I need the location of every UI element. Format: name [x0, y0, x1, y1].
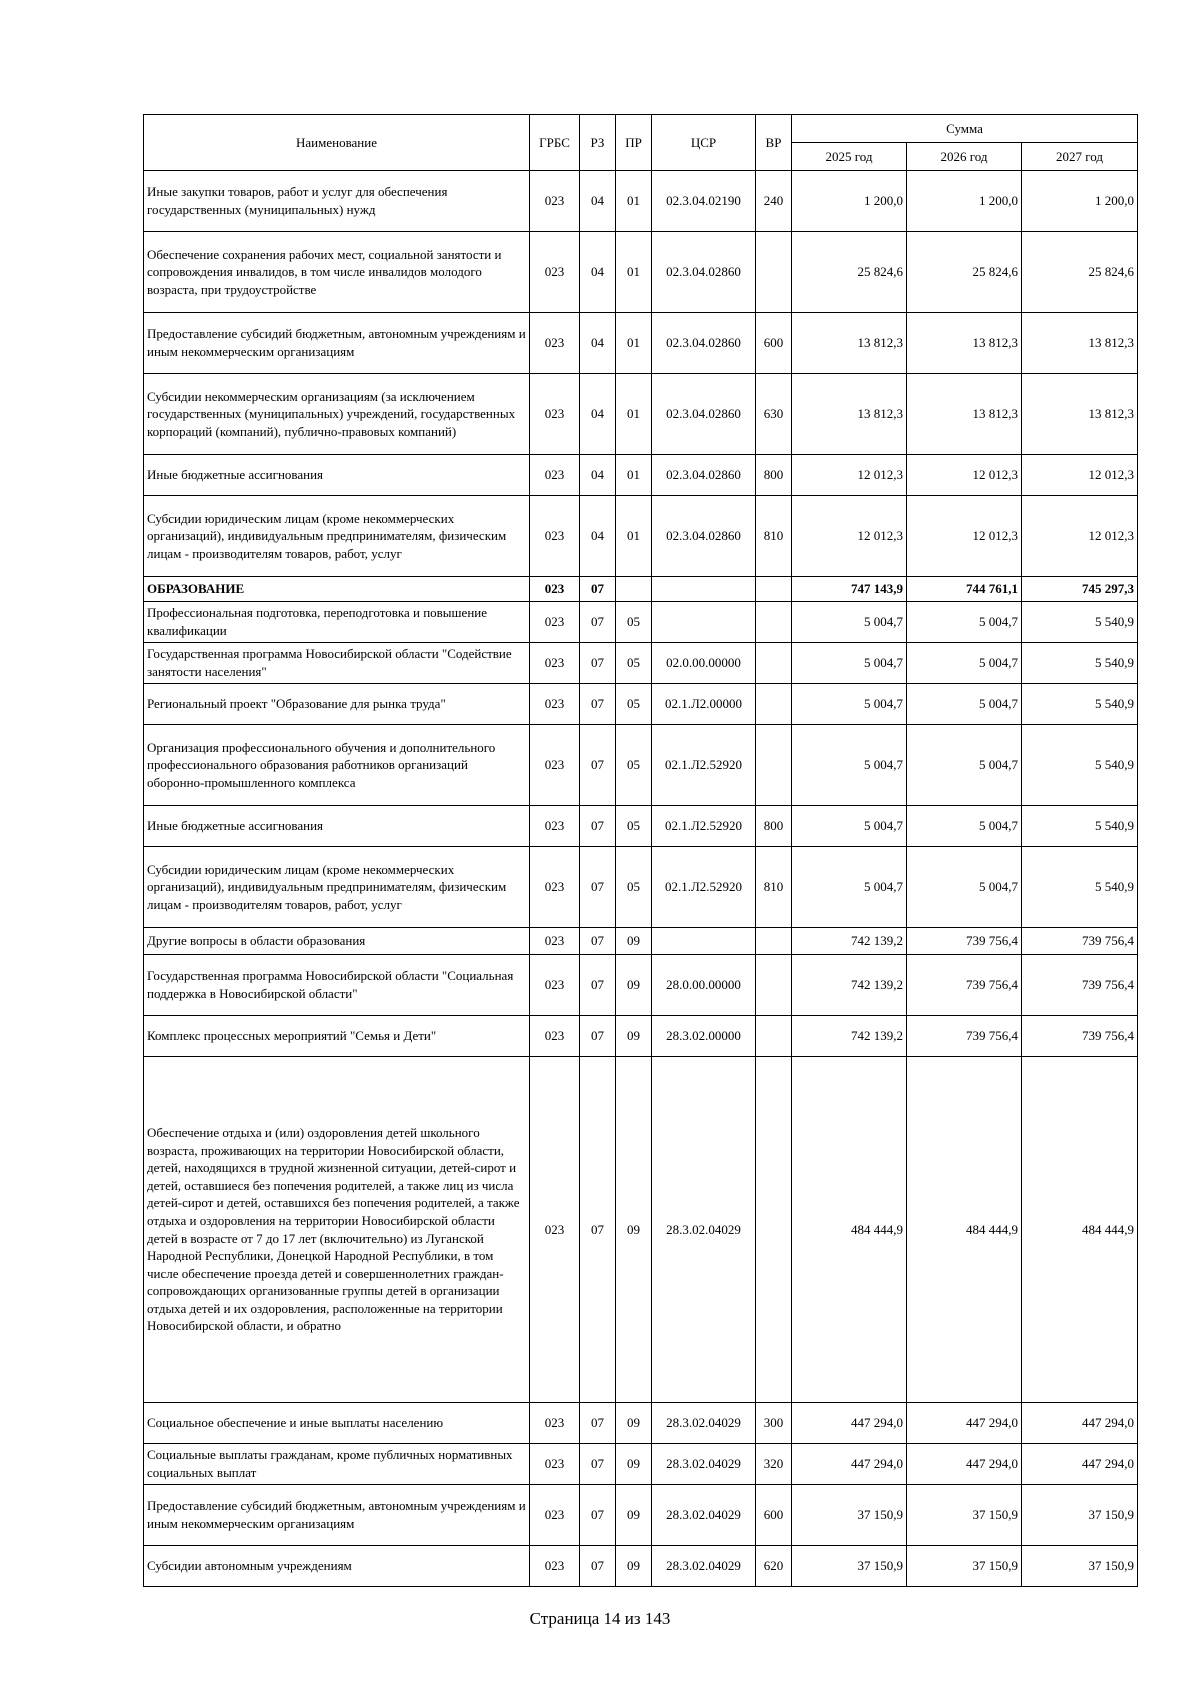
cell-csr: 02.0.00.00000	[652, 643, 756, 684]
cell-y2025: 12 012,3	[792, 496, 907, 577]
cell-y2025: 742 139,2	[792, 955, 907, 1016]
cell-rz: 04	[580, 374, 616, 455]
cell-y2027: 5 540,9	[1022, 602, 1138, 643]
cell-name: Иные бюджетные ассигнования	[144, 455, 530, 496]
cell-rz: 07	[580, 577, 616, 602]
cell-csr: 02.3.04.02860	[652, 455, 756, 496]
cell-rz: 07	[580, 1444, 616, 1485]
cell-csr: 28.3.02.04029	[652, 1403, 756, 1444]
cell-y2026: 12 012,3	[907, 455, 1022, 496]
cell-name: Субсидии юридическим лицам (кроме некоммерческих организаций), индивидуальным предпринимателям, физическим лицам - производителям товаров, работ, услуг	[144, 496, 530, 577]
cell-y2027: 484 444,9	[1022, 1057, 1138, 1403]
cell-name: Иные закупки товаров, работ и услуг для обеспечения государственных (муниципальных) нужд	[144, 171, 530, 232]
cell-y2025: 5 004,7	[792, 684, 907, 725]
cell-vr: 600	[756, 313, 792, 374]
cell-name: Комплекс процессных мероприятий "Семья и Дети"	[144, 1016, 530, 1057]
cell-pr: 05	[616, 684, 652, 725]
table-row	[144, 374, 1138, 455]
cell-rz: 04	[580, 232, 616, 313]
cell-csr: 28.3.02.04029	[652, 1057, 756, 1403]
header-2027: 2027 год	[1022, 143, 1138, 171]
table-row	[144, 1546, 1138, 1587]
cell-pr: 05	[616, 643, 652, 684]
cell-y2025: 447 294,0	[792, 1403, 907, 1444]
cell-grbs: 023	[530, 643, 580, 684]
cell-y2026: 37 150,9	[907, 1485, 1022, 1546]
header-2025: 2025 год	[792, 143, 907, 171]
cell-y2027: 5 540,9	[1022, 725, 1138, 806]
cell-grbs: 023	[530, 1546, 580, 1587]
cell-rz: 07	[580, 602, 616, 643]
cell-vr: 810	[756, 847, 792, 928]
table-header	[144, 115, 1138, 171]
cell-grbs: 023	[530, 1444, 580, 1485]
cell-y2025: 747 143,9	[792, 577, 907, 602]
table-row	[144, 1057, 1138, 1403]
cell-pr: 05	[616, 725, 652, 806]
cell-grbs: 023	[530, 577, 580, 602]
cell-csr: 02.3.04.02860	[652, 374, 756, 455]
cell-y2026: 5 004,7	[907, 602, 1022, 643]
cell-y2025: 13 812,3	[792, 374, 907, 455]
header-sum: Сумма	[792, 115, 1138, 143]
cell-grbs: 023	[530, 955, 580, 1016]
cell-y2025: 5 004,7	[792, 725, 907, 806]
cell-grbs: 023	[530, 232, 580, 313]
cell-y2027: 5 540,9	[1022, 806, 1138, 847]
cell-y2027: 1 200,0	[1022, 171, 1138, 232]
table-row	[144, 928, 1138, 955]
cell-csr: 28.3.02.04029	[652, 1546, 756, 1587]
cell-grbs: 023	[530, 1016, 580, 1057]
header-csr: ЦСР	[652, 115, 756, 171]
cell-y2027: 447 294,0	[1022, 1444, 1138, 1485]
cell-y2025: 742 139,2	[792, 928, 907, 955]
cell-vr	[756, 1016, 792, 1057]
cell-y2026: 13 812,3	[907, 374, 1022, 455]
cell-y2027: 5 540,9	[1022, 643, 1138, 684]
cell-y2027: 745 297,3	[1022, 577, 1138, 602]
cell-vr: 240	[756, 171, 792, 232]
cell-vr: 810	[756, 496, 792, 577]
cell-pr: 05	[616, 806, 652, 847]
cell-csr	[652, 577, 756, 602]
cell-pr: 09	[616, 1444, 652, 1485]
cell-rz: 07	[580, 643, 616, 684]
cell-y2026: 484 444,9	[907, 1057, 1022, 1403]
cell-pr	[616, 577, 652, 602]
cell-y2027: 447 294,0	[1022, 1403, 1138, 1444]
cell-grbs: 023	[530, 171, 580, 232]
cell-y2026: 5 004,7	[907, 806, 1022, 847]
header-2026: 2026 год	[907, 143, 1022, 171]
cell-y2027: 12 012,3	[1022, 455, 1138, 496]
cell-y2026: 13 812,3	[907, 313, 1022, 374]
cell-pr: 05	[616, 602, 652, 643]
cell-vr	[756, 1057, 792, 1403]
cell-name: Субсидии юридическим лицам (кроме некоммерческих организаций), индивидуальным предпринимателям, физическим лицам - производителям товаров, работ, услуг	[144, 847, 530, 928]
cell-csr: 28.0.00.00000	[652, 955, 756, 1016]
cell-vr	[756, 232, 792, 313]
cell-y2026: 5 004,7	[907, 725, 1022, 806]
cell-y2026: 25 824,6	[907, 232, 1022, 313]
cell-pr: 01	[616, 496, 652, 577]
table-row	[144, 847, 1138, 928]
cell-y2025: 37 150,9	[792, 1546, 907, 1587]
cell-y2025: 12 012,3	[792, 455, 907, 496]
cell-csr: 28.3.02.04029	[652, 1444, 756, 1485]
cell-rz: 04	[580, 496, 616, 577]
table-row	[144, 1485, 1138, 1546]
cell-y2027: 37 150,9	[1022, 1485, 1138, 1546]
cell-y2027: 5 540,9	[1022, 847, 1138, 928]
cell-y2025: 1 200,0	[792, 171, 907, 232]
cell-pr: 09	[616, 1485, 652, 1546]
cell-y2026: 744 761,1	[907, 577, 1022, 602]
table-row	[144, 1403, 1138, 1444]
cell-y2025: 5 004,7	[792, 602, 907, 643]
cell-grbs: 023	[530, 928, 580, 955]
cell-vr	[756, 643, 792, 684]
cell-vr: 800	[756, 806, 792, 847]
cell-csr: 02.1.Л2.52920	[652, 806, 756, 847]
cell-y2026: 447 294,0	[907, 1403, 1022, 1444]
cell-csr	[652, 928, 756, 955]
cell-grbs: 023	[530, 455, 580, 496]
cell-name: Иные бюджетные ассигнования	[144, 806, 530, 847]
cell-vr	[756, 684, 792, 725]
cell-grbs: 023	[530, 1485, 580, 1546]
cell-csr: 02.3.04.02860	[652, 496, 756, 577]
cell-grbs: 023	[530, 313, 580, 374]
cell-pr: 09	[616, 1016, 652, 1057]
table-body	[144, 171, 1138, 1587]
cell-rz: 07	[580, 1546, 616, 1587]
cell-rz: 07	[580, 684, 616, 725]
cell-y2027: 13 812,3	[1022, 374, 1138, 455]
cell-y2027: 739 756,4	[1022, 955, 1138, 1016]
cell-y2027: 37 150,9	[1022, 1546, 1138, 1587]
cell-pr: 01	[616, 232, 652, 313]
cell-name: Обеспечение сохранения рабочих мест, социальной занятости и сопровождения инвалидов, в том числе инвалидов молодого возраста, при трудоустройстве	[144, 232, 530, 313]
table-row	[144, 232, 1138, 313]
cell-y2025: 742 139,2	[792, 1016, 907, 1057]
cell-grbs: 023	[530, 1057, 580, 1403]
table-row	[144, 725, 1138, 806]
cell-vr: 600	[756, 1485, 792, 1546]
cell-name: Государственная программа Новосибирской области "Социальная поддержка в Новосибирской области"	[144, 955, 530, 1016]
cell-vr: 320	[756, 1444, 792, 1485]
table-row	[144, 496, 1138, 577]
header-pr: ПР	[616, 115, 652, 171]
table-row	[144, 455, 1138, 496]
cell-vr	[756, 577, 792, 602]
cell-y2027: 739 756,4	[1022, 1016, 1138, 1057]
cell-grbs: 023	[530, 374, 580, 455]
cell-name: Предоставление субсидий бюджетным, автономным учреждениям и иным некоммерческим организациям	[144, 1485, 530, 1546]
table-row	[144, 806, 1138, 847]
header-name: Наименование	[144, 115, 530, 171]
cell-y2026: 37 150,9	[907, 1546, 1022, 1587]
cell-y2025: 484 444,9	[792, 1057, 907, 1403]
budget-table	[143, 114, 1138, 1587]
cell-rz: 07	[580, 1485, 616, 1546]
cell-csr: 02.3.04.02860	[652, 232, 756, 313]
table-row	[144, 313, 1138, 374]
cell-vr: 630	[756, 374, 792, 455]
cell-rz: 07	[580, 806, 616, 847]
cell-rz: 07	[580, 1016, 616, 1057]
header-rz: РЗ	[580, 115, 616, 171]
cell-pr: 01	[616, 171, 652, 232]
cell-csr: 02.1.Л2.52920	[652, 725, 756, 806]
cell-csr: 02.1.Л2.52920	[652, 847, 756, 928]
cell-grbs: 023	[530, 496, 580, 577]
table-row	[144, 955, 1138, 1016]
cell-grbs: 023	[530, 725, 580, 806]
cell-vr: 620	[756, 1546, 792, 1587]
cell-y2025: 5 004,7	[792, 847, 907, 928]
cell-rz: 04	[580, 455, 616, 496]
cell-csr: 28.3.02.04029	[652, 1485, 756, 1546]
cell-name: Предоставление субсидий бюджетным, автономным учреждениям и иным некоммерческим организациям	[144, 313, 530, 374]
cell-rz: 07	[580, 847, 616, 928]
cell-rz: 07	[580, 1057, 616, 1403]
cell-rz: 07	[580, 725, 616, 806]
cell-y2026: 1 200,0	[907, 171, 1022, 232]
cell-pr: 01	[616, 313, 652, 374]
cell-name: Обеспечение отдыха и (или) оздоровления детей школьного возраста, проживающих на территории Новосибирской области, детей, находящихся в трудной жизненной ситуации, детей-сирот и детей, оставшиеся без попечения родителей, а также лиц из числа детей-сирот и детей, оставшихся без попечения родителей, а также отдыха и оздоровления на территории Новосибирской области детей в возрасте от 7 до 17 лет (включительно) из Луганской Народной Республики, Донецкой Народной Республики, в том числе обеспечение проезда детей и совершеннолетних граждан-сопровождающих организованные группы детей в организации отдыха детей и их оздоровления, расположенные на территории Новосибирской области, и обратно	[144, 1057, 530, 1403]
table-row	[144, 171, 1138, 232]
cell-name: Социальное обеспечение и иные выплаты населению	[144, 1403, 530, 1444]
cell-name: Субсидии некоммерческим организациям (за исключением государственных (муниципальных) учреждений, государственных корпораций (компаний), публично-правовых компаний)	[144, 374, 530, 455]
cell-grbs: 023	[530, 847, 580, 928]
table-row	[144, 1444, 1138, 1485]
cell-y2026: 447 294,0	[907, 1444, 1022, 1485]
cell-pr: 09	[616, 928, 652, 955]
cell-y2027: 12 012,3	[1022, 496, 1138, 577]
cell-grbs: 023	[530, 1403, 580, 1444]
cell-name: Социальные выплаты гражданам, кроме публичных нормативных социальных выплат	[144, 1444, 530, 1485]
cell-y2026: 5 004,7	[907, 684, 1022, 725]
cell-vr: 300	[756, 1403, 792, 1444]
cell-pr: 09	[616, 1057, 652, 1403]
cell-csr: 02.3.04.02860	[652, 313, 756, 374]
table-row	[144, 643, 1138, 684]
header-grbs: ГРБС	[530, 115, 580, 171]
cell-vr: 800	[756, 455, 792, 496]
cell-pr: 05	[616, 847, 652, 928]
cell-y2026: 5 004,7	[907, 643, 1022, 684]
cell-name: Региональный проект "Образование для рынка труда"	[144, 684, 530, 725]
cell-grbs: 023	[530, 684, 580, 725]
cell-rz: 07	[580, 955, 616, 1016]
cell-name: Другие вопросы в области образования	[144, 928, 530, 955]
cell-vr	[756, 928, 792, 955]
table-row	[144, 577, 1138, 602]
cell-y2025: 447 294,0	[792, 1444, 907, 1485]
cell-y2027: 25 824,6	[1022, 232, 1138, 313]
cell-csr: 28.3.02.00000	[652, 1016, 756, 1057]
cell-name: ОБРАЗОВАНИЕ	[144, 577, 530, 602]
cell-rz: 04	[580, 171, 616, 232]
cell-name: Субсидии автономным учреждениям	[144, 1546, 530, 1587]
cell-y2026: 739 756,4	[907, 955, 1022, 1016]
page-number: Страница 14 из 143	[529, 1609, 671, 1628]
cell-rz: 07	[580, 928, 616, 955]
cell-rz: 07	[580, 1403, 616, 1444]
cell-pr: 01	[616, 455, 652, 496]
cell-grbs: 023	[530, 806, 580, 847]
table-row	[144, 1016, 1138, 1057]
cell-pr: 09	[616, 955, 652, 1016]
cell-y2027: 739 756,4	[1022, 928, 1138, 955]
cell-name: Государственная программа Новосибирской области "Содействие занятости населения"	[144, 643, 530, 684]
cell-rz: 04	[580, 313, 616, 374]
table-row	[144, 684, 1138, 725]
cell-name: Профессиональная подготовка, переподготовка и повышение квалификации	[144, 602, 530, 643]
cell-y2026: 5 004,7	[907, 847, 1022, 928]
header-vr: ВР	[756, 115, 792, 171]
cell-y2025: 13 812,3	[792, 313, 907, 374]
cell-y2027: 5 540,9	[1022, 684, 1138, 725]
cell-vr	[756, 602, 792, 643]
cell-vr	[756, 955, 792, 1016]
cell-y2025: 5 004,7	[792, 643, 907, 684]
table-row	[144, 602, 1138, 643]
cell-name: Организация профессионального обучения и дополнительного профессионального образования работников организаций оборонно-промышленного комплекса	[144, 725, 530, 806]
cell-y2026: 739 756,4	[907, 1016, 1022, 1057]
cell-y2025: 5 004,7	[792, 806, 907, 847]
cell-csr: 02.1.Л2.00000	[652, 684, 756, 725]
cell-csr: 02.3.04.02190	[652, 171, 756, 232]
cell-vr	[756, 725, 792, 806]
cell-y2025: 25 824,6	[792, 232, 907, 313]
cell-pr: 09	[616, 1403, 652, 1444]
cell-csr	[652, 602, 756, 643]
cell-y2027: 13 812,3	[1022, 313, 1138, 374]
cell-y2026: 12 012,3	[907, 496, 1022, 577]
cell-y2026: 739 756,4	[907, 928, 1022, 955]
cell-y2025: 37 150,9	[792, 1485, 907, 1546]
cell-pr: 01	[616, 374, 652, 455]
cell-grbs: 023	[530, 602, 580, 643]
cell-pr: 09	[616, 1546, 652, 1587]
